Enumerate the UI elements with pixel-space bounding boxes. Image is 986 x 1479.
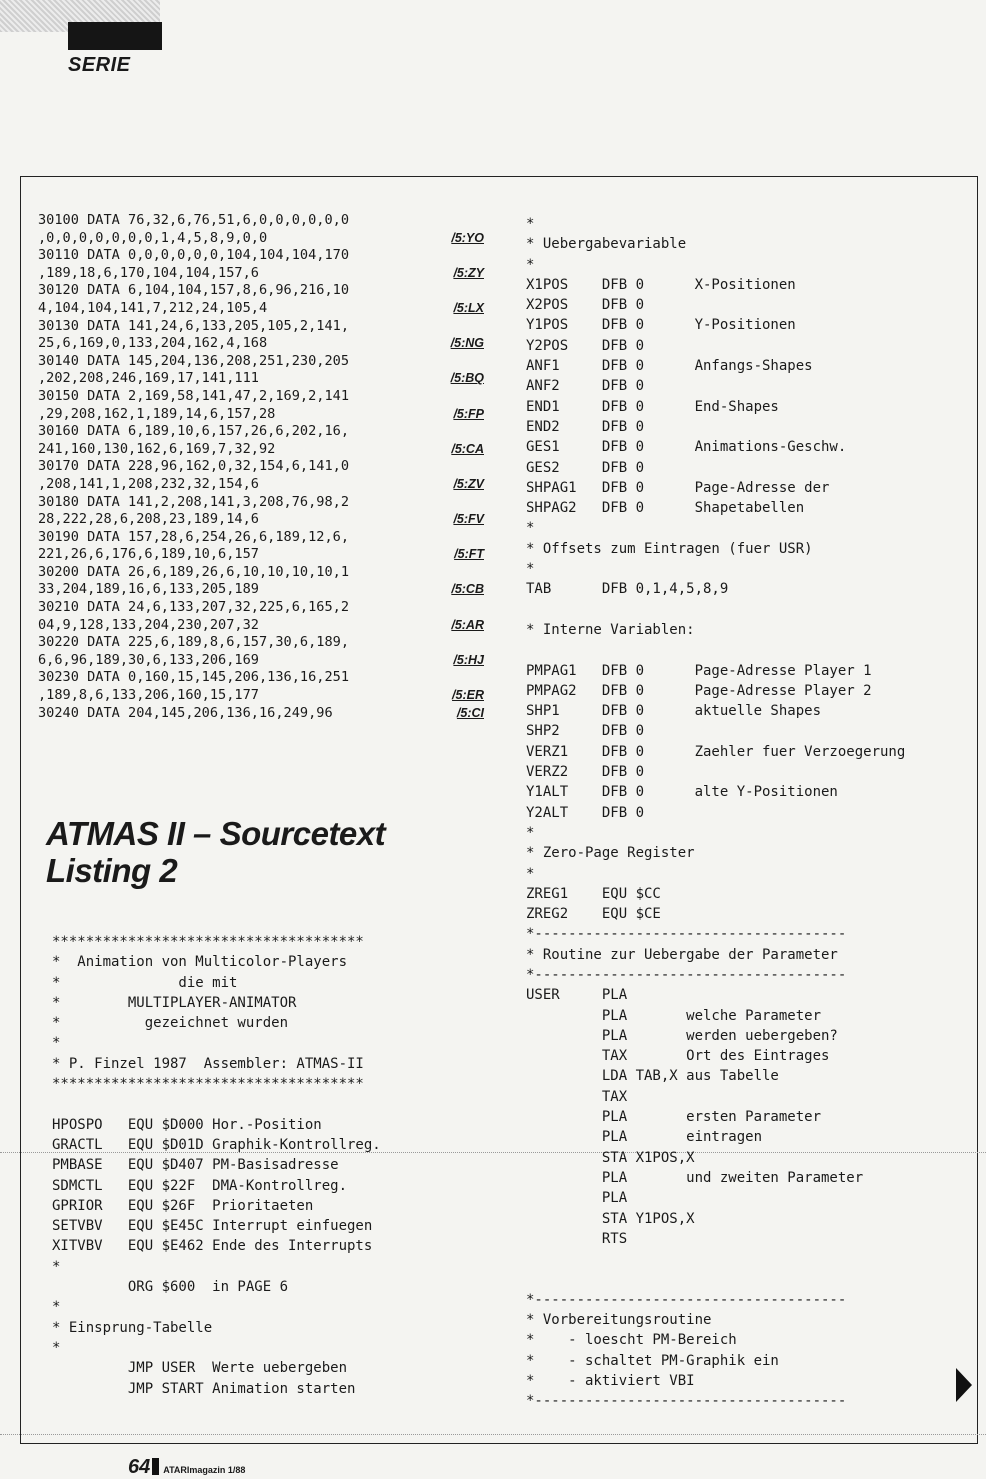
code-line: SHP2 DFB 0 xyxy=(526,723,645,740)
code-line xyxy=(38,247,494,265)
code-line xyxy=(38,212,494,230)
code-line: JMP START Animation starten xyxy=(52,1380,356,1397)
code-line: * xyxy=(52,1299,61,1316)
footer-bar xyxy=(152,1458,159,1475)
code-line xyxy=(38,300,494,318)
checksum-label: /5:ER xyxy=(452,688,484,703)
code-line: Y1POS DFB 0 Y-Positionen xyxy=(526,317,796,334)
code-line xyxy=(38,634,494,652)
code-text: 30200 DATA 26,6,189,26,6,10,10,10,10,1 xyxy=(38,563,349,580)
code-line: GES1 DFB 0 Animations-Geschw. xyxy=(526,439,847,456)
code-line: PLA welche Parameter xyxy=(526,1007,822,1024)
code-line: X1POS DFB 0 X-Positionen xyxy=(526,276,796,293)
code-line: * die mit xyxy=(52,974,238,991)
code-line: ANF2 DFB 0 xyxy=(526,378,645,395)
code-line: * xyxy=(52,1035,61,1052)
code-line xyxy=(38,441,494,459)
code-line xyxy=(38,353,494,371)
code-line: SDMCTL EQU $22F DMA-Kontrollreg. xyxy=(52,1177,348,1194)
code-line xyxy=(38,318,494,336)
checksum-label: /5:ZY xyxy=(453,265,484,280)
code-line: *------------------------------------- xyxy=(526,926,847,943)
code-line xyxy=(52,1094,381,1114)
code-line xyxy=(38,406,494,424)
code-text: ,189,18,6,170,104,104,157,6 xyxy=(38,264,259,281)
checksum-label: /5:FT xyxy=(454,547,484,562)
listing1-data-lines xyxy=(38,212,494,722)
checksum-label: /5:HJ xyxy=(453,652,484,667)
code-line xyxy=(38,476,494,494)
code-text: ,202,208,246,169,17,141,111 xyxy=(38,370,259,387)
code-line xyxy=(38,669,494,687)
code-line xyxy=(38,529,494,547)
code-text: 4,104,104,141,7,212,24,105,4 xyxy=(38,299,268,316)
checksum-label: /5:ZV xyxy=(453,476,484,491)
code-text: 30110 DATA 0,0,0,0,0,0,104,104,104,170 xyxy=(38,247,349,264)
code-line xyxy=(38,546,494,564)
code-line: VERZ2 DFB 0 xyxy=(526,764,645,781)
code-line: ANF1 DFB 0 Anfangs-Shapes xyxy=(526,358,813,375)
code-text: 30170 DATA 228,96,162,0,32,154,6,141,0 xyxy=(38,458,349,475)
checksum-label: /5:BQ xyxy=(450,371,484,386)
code-line: * - schaltet PM-Graphik ein xyxy=(526,1352,779,1369)
code-line: * xyxy=(526,824,535,841)
code-line: * xyxy=(526,520,535,537)
code-line: *------------------------------------- xyxy=(526,966,847,983)
code-line: ORG $600 in PAGE 6 xyxy=(52,1279,289,1296)
code-line: * - loescht PM-Bereich xyxy=(526,1332,737,1349)
code-line xyxy=(38,617,494,635)
code-line: * MULTIPLAYER-ANIMATOR xyxy=(52,994,297,1011)
checksum-label: /5:AR xyxy=(451,617,484,632)
code-line xyxy=(38,458,494,476)
code-text: 6,6,96,189,30,6,133,206,169 xyxy=(38,651,259,668)
code-line: * xyxy=(526,561,535,578)
code-line: END2 DFB 0 xyxy=(526,418,645,435)
checksum-label: /5:CB xyxy=(451,582,484,597)
series-label: SERIE xyxy=(68,54,131,76)
code-line xyxy=(526,600,905,620)
heading-line2: Listing 2 xyxy=(46,852,178,889)
checksum-label: /5:NG xyxy=(450,336,484,351)
code-line: USER PLA xyxy=(526,987,628,1004)
code-line: SHP1 DFB 0 aktuelle Shapes xyxy=(526,703,822,720)
article-heading xyxy=(46,815,385,889)
code-line: VERZ1 DFB 0 Zaehler fuer Verzoegerung xyxy=(526,743,906,760)
code-line xyxy=(526,1269,905,1289)
code-text: 30220 DATA 225,6,189,8,6,157,30,6,189, xyxy=(38,634,349,651)
code-line: PMBASE EQU $D407 PM-Basisadresse xyxy=(52,1157,339,1174)
code-line xyxy=(38,370,494,388)
code-line xyxy=(526,640,905,660)
code-text: ,0,0,0,0,0,0,0,1,4,5,8,9,0,0 xyxy=(38,229,268,246)
code-line: PLA werden uebergeben? xyxy=(526,1027,838,1044)
code-line: STA X1POS,X xyxy=(526,1149,695,1166)
checksum-label: /5:CA xyxy=(451,441,484,456)
code-line: ************************************* xyxy=(52,934,364,950)
continue-arrow-icon xyxy=(956,1368,972,1402)
code-line: STA Y1POS,X xyxy=(526,1210,695,1227)
code-line: GPRIOR EQU $26F Prioritaeten xyxy=(52,1197,314,1214)
code-line: * xyxy=(526,865,535,882)
code-line: * Interne Variablen: xyxy=(526,621,695,638)
footer xyxy=(128,1456,245,1479)
code-line xyxy=(38,511,494,529)
code-line xyxy=(38,265,494,283)
code-line: TAB DFB 0,1,4,5,8,9 xyxy=(526,581,729,598)
code-line: END1 DFB 0 End-Shapes xyxy=(526,398,779,415)
code-line xyxy=(38,388,494,406)
code-line: X2POS DFB 0 xyxy=(526,297,645,314)
code-line: HPOSPO EQU $D000 Hor.-Position xyxy=(52,1116,322,1133)
code-line: * xyxy=(52,1258,61,1275)
code-line: * Offsets zum Eintragen (fuer USR) xyxy=(526,540,813,557)
series-bar xyxy=(68,22,162,50)
code-line: *------------------------------------- xyxy=(526,1393,847,1410)
code-text: 30160 DATA 6,189,10,6,157,26,6,202,16, xyxy=(38,423,349,440)
code-line: PMPAG2 DFB 0 Page-Adresse Player 2 xyxy=(526,682,872,699)
code-text: 04,9,128,133,204,230,207,32 xyxy=(38,616,259,633)
code-line: * xyxy=(526,216,535,232)
code-text: 30140 DATA 145,204,136,208,251,230,205 xyxy=(38,352,349,369)
code-line: * Zero-Page Register xyxy=(526,845,695,862)
code-line: XITVBV EQU $E462 Ende des Interrupts xyxy=(52,1238,373,1255)
code-line: * Einsprung-Tabelle xyxy=(52,1319,213,1336)
code-text: 25,6,169,0,133,204,162,4,168 xyxy=(38,335,268,352)
code-line: PLA eintragen xyxy=(526,1129,763,1146)
code-line: GES2 DFB 0 xyxy=(526,459,645,476)
code-text: 28,222,28,6,208,23,189,14,6 xyxy=(38,511,259,528)
code-line: * xyxy=(52,1339,61,1356)
code-line: ZREG1 EQU $CC xyxy=(526,885,661,902)
code-text: 30210 DATA 24,6,133,207,32,225,6,165,2 xyxy=(38,599,349,616)
code-line: TAX xyxy=(526,1088,628,1105)
code-text: 30150 DATA 2,169,58,141,47,2,169,2,141 xyxy=(38,387,349,404)
code-line: * P. Finzel 1987 Assembler: ATMAS-II xyxy=(52,1055,364,1072)
code-text: 221,26,6,176,6,189,10,6,157 xyxy=(38,546,259,563)
code-line xyxy=(526,1249,905,1269)
code-line xyxy=(38,423,494,441)
code-line: Y2ALT DFB 0 xyxy=(526,804,645,821)
code-text: 30120 DATA 6,104,104,157,8,6,96,216,10 xyxy=(38,282,349,299)
code-line: * Uebergabevariable xyxy=(526,236,687,253)
code-line: * Animation von Multicolor-Players xyxy=(52,954,348,971)
code-line: SHPAG2 DFB 0 Shapetabellen xyxy=(526,500,805,517)
code-line: LDA TAB,X aus Tabelle xyxy=(526,1068,779,1085)
code-text: ,208,141,1,208,232,32,154,6 xyxy=(38,475,259,492)
code-line: ************************************* xyxy=(52,1076,364,1093)
code-line: PLA und zweiten Parameter xyxy=(526,1169,864,1186)
checksum-label: /5:LX xyxy=(453,300,484,315)
code-line: * Vorbereitungsroutine xyxy=(526,1312,712,1329)
code-line xyxy=(38,599,494,617)
code-text: 33,204,189,16,6,133,205,189 xyxy=(38,581,259,598)
code-line xyxy=(38,282,494,300)
code-line: RTS xyxy=(526,1230,628,1247)
code-line: GRACTL EQU $D01D Graphik-Kontrollreg. xyxy=(52,1136,381,1153)
code-text: 30190 DATA 157,28,6,254,26,6,189,12,6, xyxy=(38,528,349,545)
code-line: SHPAG1 DFB 0 Page-Adresse der xyxy=(526,479,830,496)
code-line: Y2POS DFB 0 xyxy=(526,337,645,354)
code-line: * Routine zur Uebergabe der Parameter xyxy=(526,946,838,963)
code-line: * gezeichnet wurden xyxy=(52,1015,289,1032)
code-text: 241,160,130,162,6,169,7,32,92 xyxy=(38,440,276,457)
checksum-label: /5:CI xyxy=(456,705,484,720)
code-line: PMPAG1 DFB 0 Page-Adresse Player 1 xyxy=(526,662,872,679)
code-line xyxy=(38,230,494,248)
code-line xyxy=(38,581,494,599)
code-line: *------------------------------------- xyxy=(526,1291,847,1308)
code-text: ,189,8,6,133,206,160,15,177 xyxy=(38,687,259,704)
code-line: SETVBV EQU $E45C Interrupt einfuegen xyxy=(52,1218,373,1235)
code-text: 30240 DATA 204,145,206,136,16,249,96 xyxy=(38,704,333,721)
code-line xyxy=(38,652,494,670)
code-line: JMP USER Werte uebergeben xyxy=(52,1360,348,1377)
scan-line xyxy=(0,1434,986,1435)
code-line: * - aktiviert VBI xyxy=(526,1372,695,1389)
code-line xyxy=(38,335,494,353)
code-text: ,29,208,162,1,189,14,6,157,28 xyxy=(38,405,276,422)
code-text: 30130 DATA 141,24,6,133,205,105,2,141, xyxy=(38,317,349,334)
code-line: Y1ALT DFB 0 alte Y-Positionen xyxy=(526,784,838,801)
code-line: PLA xyxy=(526,1190,628,1207)
code-line xyxy=(38,494,494,512)
checksum-label: /5:FV xyxy=(453,512,484,527)
code-text: 30230 DATA 0,160,15,145,206,136,16,251 xyxy=(38,669,349,686)
listing2-right-code xyxy=(526,214,905,1412)
code-line: ZREG2 EQU $CE xyxy=(526,906,661,923)
code-line: TAX Ort des Eintrages xyxy=(526,1048,830,1065)
magazine-name: ATARImagazin 1/88 xyxy=(163,1465,246,1475)
code-line xyxy=(38,687,494,705)
code-line xyxy=(38,705,494,723)
code-line xyxy=(38,564,494,582)
page-number: 64 xyxy=(128,1456,151,1478)
heading-line1: ATMAS II – Sourcetext xyxy=(46,815,386,852)
checksum-label: /5:YO xyxy=(451,230,484,245)
code-line: * xyxy=(526,256,535,273)
code-line: PLA ersten Parameter xyxy=(526,1109,822,1126)
code-text: 30180 DATA 141,2,208,141,3,208,76,98,2 xyxy=(38,493,349,510)
listing2-left-code xyxy=(52,932,381,1399)
code-text: 30100 DATA 76,32,6,76,51,6,0,0,0,0,0,0 xyxy=(38,212,349,228)
checksum-label: /5:FP xyxy=(453,406,484,421)
